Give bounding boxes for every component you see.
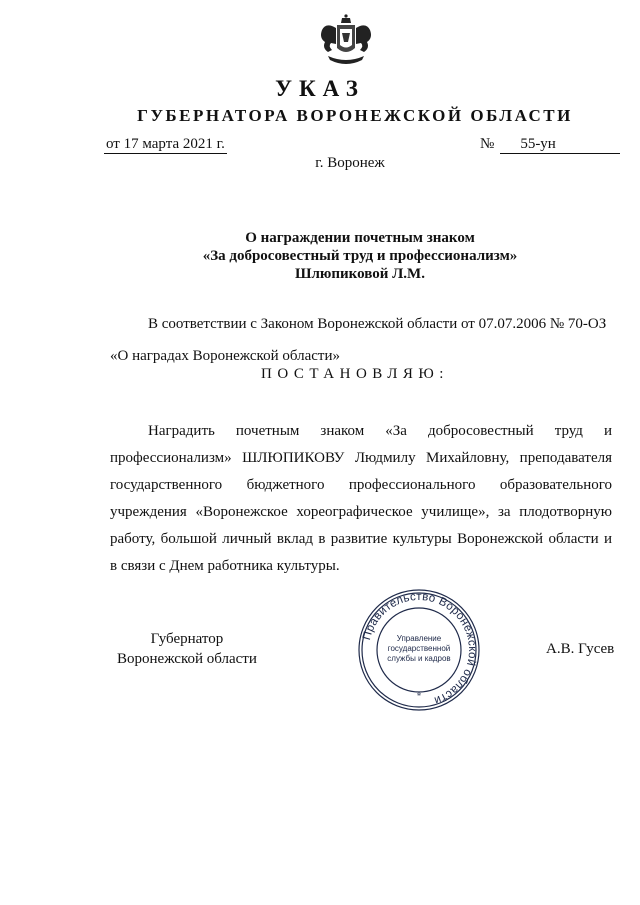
resolution-paragraph (110, 418, 612, 580)
resolution-line: учреждения «Воронежское хореографическое училище», за плодотворную (110, 504, 612, 520)
preamble-line: В соответствии с Законом Воронежской области от 07.07.2006 № 70-ОЗ (148, 316, 607, 332)
resolution-line: работу, большой личный вклад в развитие культуры Воронежской области и (110, 531, 612, 547)
number-value: 55-ун (500, 136, 620, 154)
document-date (104, 136, 227, 154)
document-title: УКАЗ (275, 76, 365, 101)
resolution-line: государственного бюджетного профессионального образовательного (110, 477, 612, 493)
seal-inner-line: службы и кадров (387, 654, 451, 663)
seal-inner-line: государственной (387, 644, 451, 653)
document-heading (140, 229, 580, 283)
preamble-line: «О наградах Воронежской области» (110, 348, 341, 364)
document-number (480, 136, 620, 154)
heading-line: О награждении почетным знаком (245, 230, 475, 246)
position-line: Губернатор (150, 631, 224, 647)
coat-of-arms-icon (316, 12, 376, 72)
heading-line: «За добросовестный труд и профессионализм» (202, 248, 518, 264)
date-value: 17 марта 2021 г. (123, 136, 225, 152)
seal-outer-path: Правительство Воронежской области (361, 590, 479, 707)
official-seal (356, 587, 482, 713)
resolution-line: профессионализм» ШЛЮПИКОВУ Людмилу Михайловну, преподавателя (110, 450, 612, 466)
resolution-line: в связи с Днем работника культуры. (110, 558, 340, 574)
city: г. Воронеж (315, 155, 385, 171)
decree-word: ПОСТАНОВЛЯЮ: (261, 366, 449, 382)
heading-line: Шлюпиковой Л.М. (295, 266, 425, 282)
seal-inner-line: Управление (396, 634, 442, 643)
date-prefix: от (106, 136, 120, 152)
resolution-line: Наградить почетным знаком «За добросовестный труд и (148, 423, 612, 439)
preamble (110, 313, 612, 367)
signatory-position (117, 629, 257, 669)
signatory-name: А.В. Гусев (546, 641, 615, 657)
document-subtitle: ГУБЕРНАТОРА ВОРОНЕЖСКОЙ ОБЛАСТИ (137, 106, 573, 125)
position-line: Воронежской области (117, 651, 257, 667)
number-prefix: № (480, 136, 495, 152)
seal-star-icon: * (416, 691, 422, 701)
